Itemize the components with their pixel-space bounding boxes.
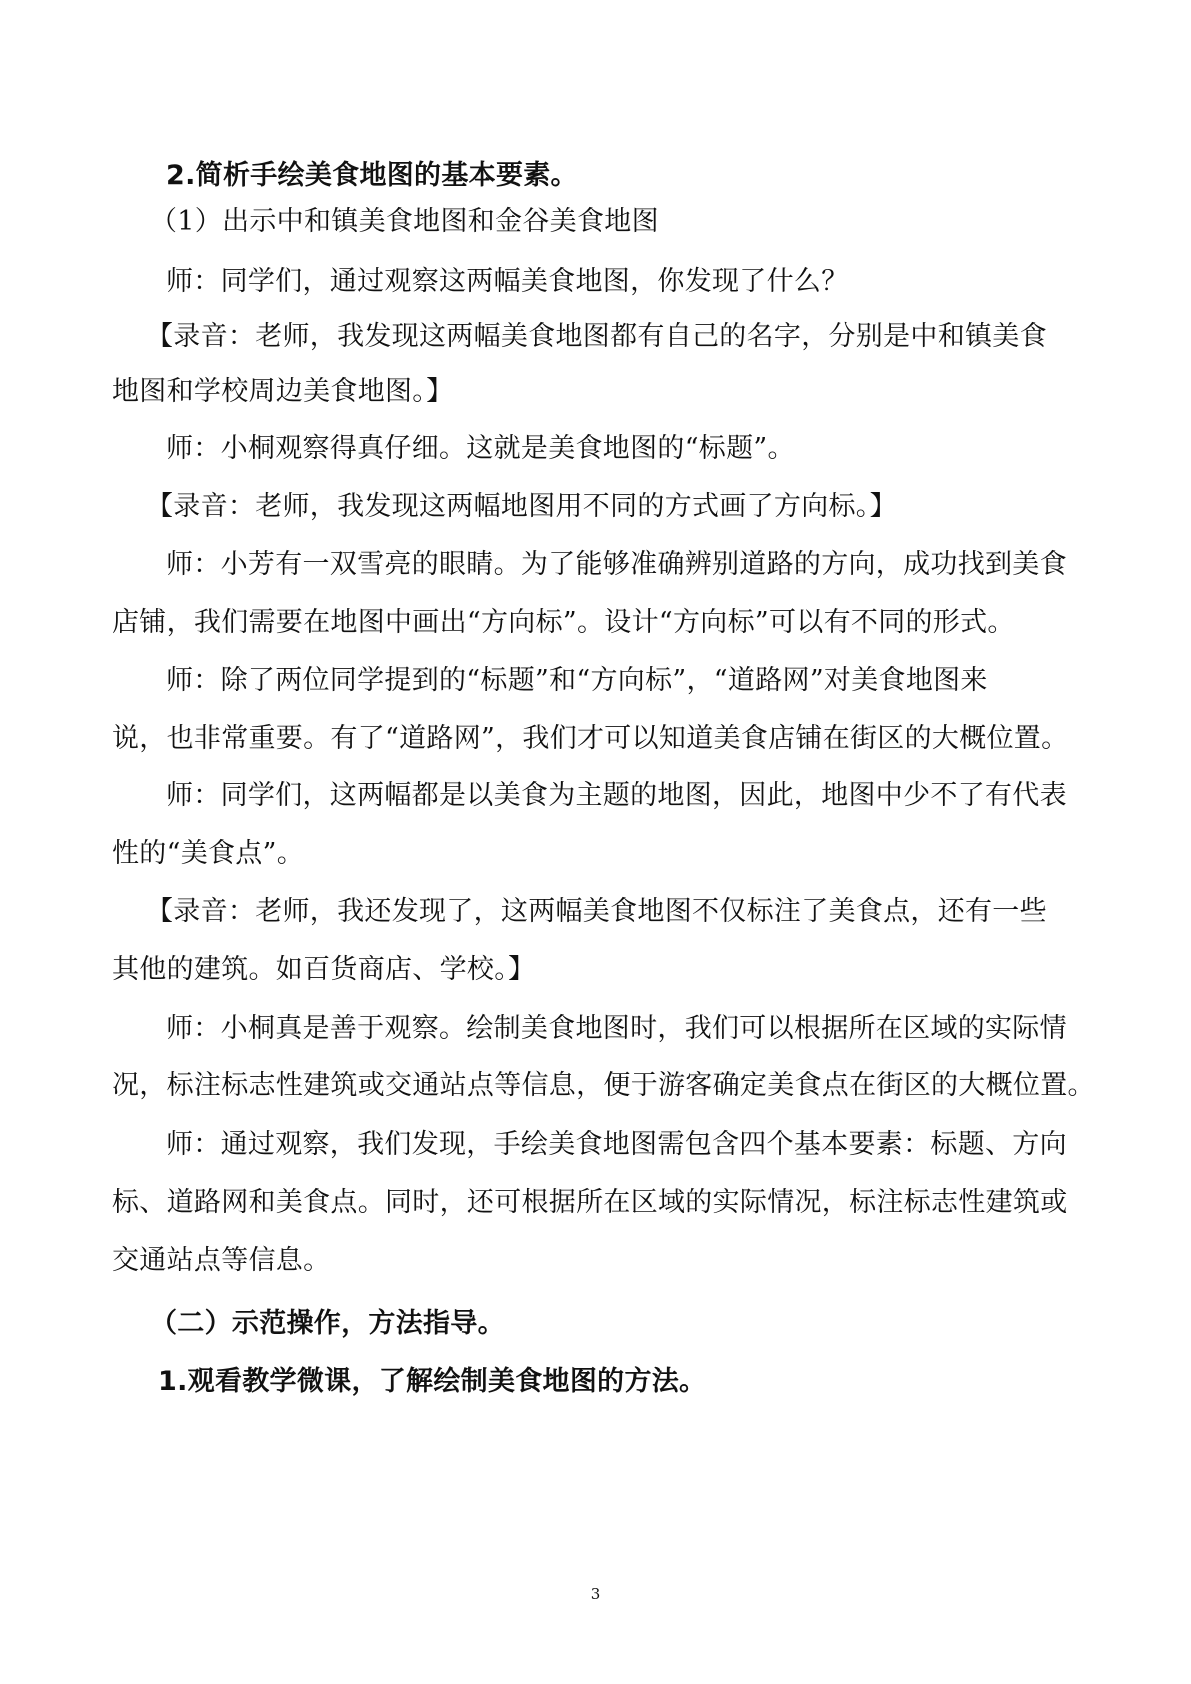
paragraph-line: 【录音：老师，我发现这两幅美食地图都有自己的名字，分别是中和镇美食 [146,321,1047,352]
paragraph-line: 标、道路网和美食点。同时，还可根据所在区域的实际情况，标注标志性建筑或 [112,1187,1068,1218]
paragraph-line: 师：小桐真是善于观察。绘制美食地图时，我们可以根据所在区域的实际情 [166,1013,1067,1044]
paragraph-line: 其他的建筑。如百货商店、学校。】 [112,954,536,985]
paragraph-line: 地图和学校周边美食地图。】 [112,376,454,407]
paragraph-line: 说，也非常重要。有了“道路网”，我们才可以知道美食店铺在街区的大概位置。 [112,723,1069,754]
paragraph-line: 交通站点等信息。 [112,1245,331,1276]
paragraph-line: 师：通过观察，我们发现，手绘美食地图需包含四个基本要素：标题、方向 [166,1129,1067,1160]
section-heading-demo: （二）示范操作，方法指导。 [150,1308,505,1339]
paragraph-line: 师：除了两位同学提到的“标题”和“方向标”，“道路网”对美食地图来 [166,665,988,696]
paragraph-line: 店铺，我们需要在地图中画出“方向标”。设计“方向标”可以有不同的形式。 [112,607,1015,638]
paragraph-line: 师：小芳有一双雪亮的眼睛。为了能够准确辨别道路的方向，成功找到美食 [166,549,1067,580]
section-heading-watch-microlesson: 1.观看教学微课，了解绘制美食地图的方法。 [158,1366,707,1397]
paragraph-line: 师：同学们，这两幅都是以美食为主题的地图，因此，地图中少不了有代表 [166,780,1067,811]
paragraph-line: 【录音：老师，我还发现了，这两幅美食地图不仅标注了美食点，还有一些 [146,896,1047,927]
paragraph-line: 师：小桐观察得真仔细。这就是美食地图的“标题”。 [166,433,795,464]
paragraph-line: 况，标注标志性建筑或交通站点等信息，便于游客确定美食点在街区的大概位置。 [112,1070,1095,1101]
section-heading-basic-elements: 2.简析手绘美食地图的基本要素。 [166,160,578,191]
page-number: 3 [590,1585,601,1603]
subheading-show-maps: （1）出示中和镇美食地图和金谷美食地图 [150,206,659,237]
paragraph-line: 【录音：老师，我发现这两幅地图用不同的方式画了方向标。】 [146,491,897,522]
paragraph-line: 性的“美食点”。 [112,838,305,869]
paragraph-line: 师：同学们，通过观察这两幅美食地图，你发现了什么？ [166,266,849,297]
